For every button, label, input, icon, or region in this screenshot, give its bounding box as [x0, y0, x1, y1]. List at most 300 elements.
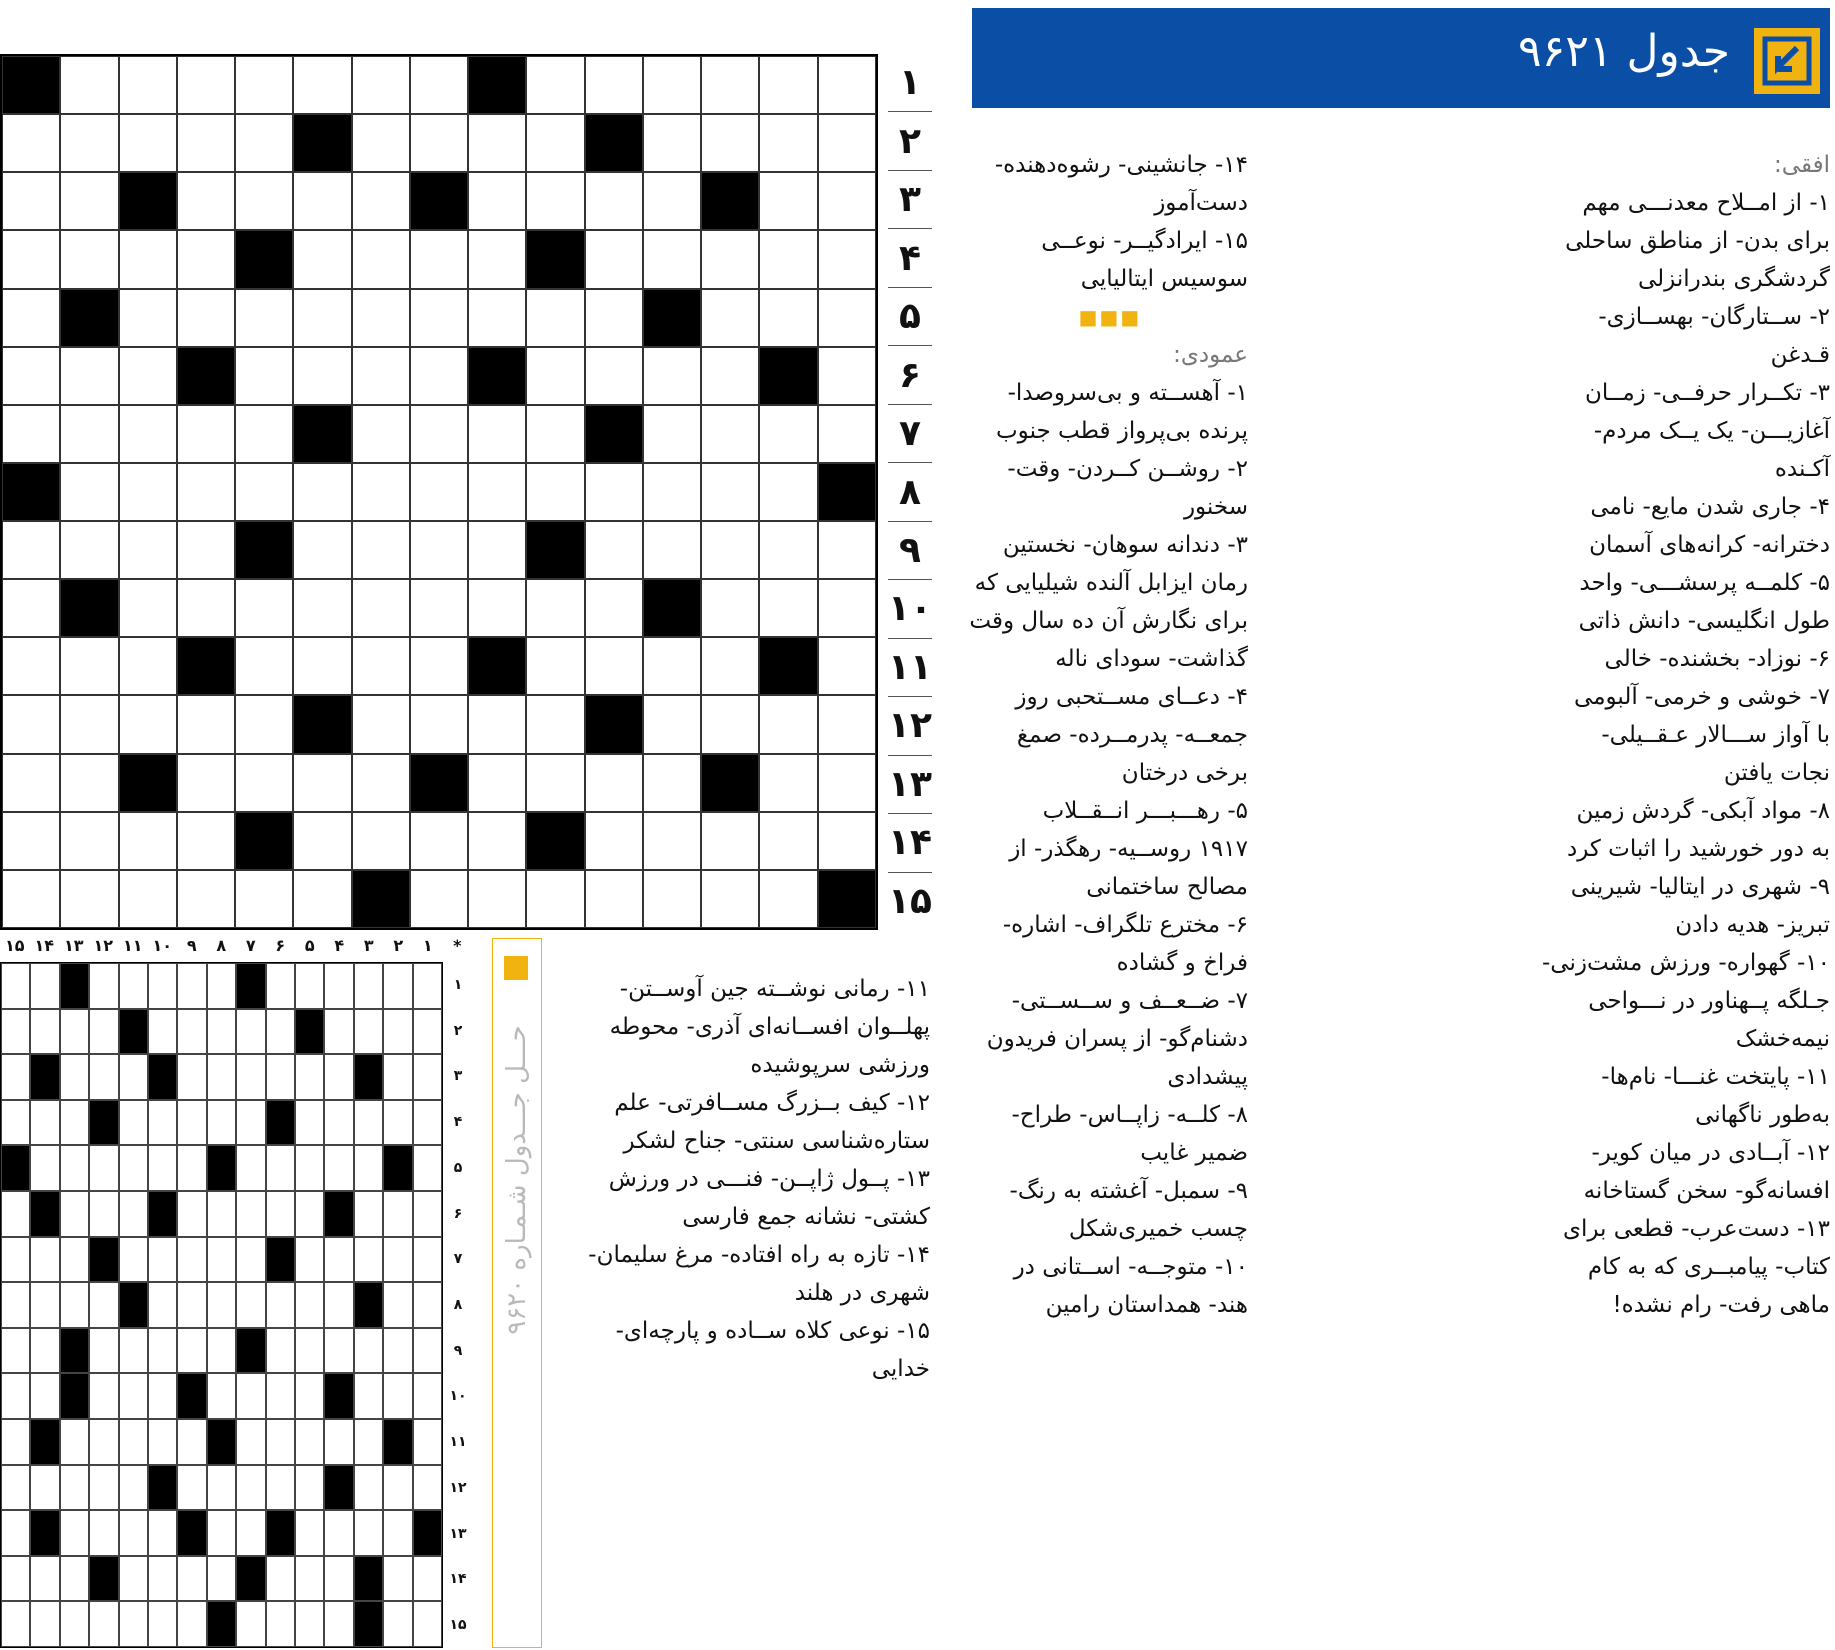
solution-cell — [266, 1419, 295, 1465]
grid-cell — [818, 289, 876, 347]
solution-cell — [295, 1373, 324, 1419]
solution-cell — [354, 1328, 383, 1374]
row-number: ۱۴ — [888, 814, 932, 872]
solution-cell — [207, 1328, 236, 1374]
solution-cell — [177, 1100, 206, 1146]
clue-line: چسب خمیری‌شکل — [1068, 1216, 1248, 1242]
grid-cell — [60, 114, 118, 172]
grid-cell — [759, 812, 817, 870]
clue-line: ۳- دندانه سوهان- نخستین — [1002, 532, 1248, 558]
grid-cell — [293, 289, 351, 347]
grid-cell — [293, 172, 351, 230]
row-number: ۱۲ — [888, 697, 932, 755]
grid-cell — [468, 405, 526, 463]
clue-line: پرنده بی‌پرواز قطب جنوب — [996, 418, 1248, 444]
grid-cell — [352, 579, 410, 637]
solution-cell — [177, 1191, 206, 1237]
solution-cell — [324, 1100, 353, 1146]
row-number: ۵ — [888, 288, 932, 346]
solution-cell — [30, 1419, 59, 1465]
clue-line: طول انگلیسی- دانش ذاتی — [1578, 608, 1830, 634]
grid-cell — [60, 579, 118, 637]
grid-cell — [60, 463, 118, 521]
row-number: ۱۵ — [888, 880, 932, 922]
solution-cell — [89, 1054, 118, 1100]
clue-line: ۹- سمبل- آغشته به رنگ- — [1009, 1178, 1248, 1204]
row-number: ۱۰ — [888, 580, 932, 638]
grid-cell — [235, 579, 293, 637]
grid-cell — [235, 172, 293, 230]
grid-cell — [701, 114, 759, 172]
solution-cell — [383, 1282, 412, 1328]
solution-cell — [30, 1054, 59, 1100]
row-number: ۱۳ — [888, 756, 932, 814]
grid-cell — [643, 579, 701, 637]
grid-cell — [293, 56, 351, 114]
solution-column-number: ۱۴ — [34, 936, 55, 955]
solution-cell — [119, 1465, 148, 1511]
grid-cell — [585, 521, 643, 579]
grid-cell — [759, 114, 817, 172]
solution-cell — [413, 1556, 442, 1602]
grid-cell — [2, 870, 60, 928]
grid-cell — [352, 754, 410, 812]
solution-cell — [383, 963, 412, 1009]
grid-cell — [585, 754, 643, 812]
grid-cell — [468, 463, 526, 521]
solution-cell — [236, 1054, 265, 1100]
row-number: ۳ — [888, 171, 932, 229]
clue-line: کتاب- پیامبــری که به کام — [1587, 1254, 1830, 1280]
clue-line: افسانه‌گو- سخن گستاخانه — [1583, 1178, 1830, 1204]
solution-cell — [324, 1237, 353, 1283]
solution-cell — [295, 1556, 324, 1602]
grid-cell — [2, 637, 60, 695]
solution-cell — [89, 1282, 118, 1328]
solution-cell — [60, 1282, 89, 1328]
solution-cell — [207, 1100, 236, 1146]
solution-cell — [119, 1054, 148, 1100]
grid-cell — [293, 812, 351, 870]
grid-cell — [293, 695, 351, 753]
clue-line: ۱۱- پایتخت غنـــا- نام‌ها- — [1601, 1064, 1830, 1090]
grid-cell — [643, 114, 701, 172]
solution-cell — [177, 1282, 206, 1328]
solution-cell — [148, 1465, 177, 1511]
grid-cell — [759, 870, 817, 928]
clue-line: برای نگارش آن ده سال وقت — [969, 608, 1248, 634]
solution-cell — [30, 963, 59, 1009]
grid-cell — [759, 172, 817, 230]
solution-cell — [324, 1282, 353, 1328]
solution-cell — [354, 1100, 383, 1146]
solution-cell — [207, 963, 236, 1009]
solution-cell — [413, 1465, 442, 1511]
solution-cell — [119, 1191, 148, 1237]
grid-cell — [759, 347, 817, 405]
solution-cell — [383, 1601, 412, 1647]
clue-line: ۷- ضــعــف و ســســتی- — [1011, 988, 1248, 1014]
grid-cell — [352, 870, 410, 928]
grid-cell — [585, 289, 643, 347]
solution-cell — [60, 1601, 89, 1647]
solution-cell — [148, 1237, 177, 1283]
solution-cell — [236, 1328, 265, 1374]
solution-cell — [413, 963, 442, 1009]
clue-line: آکـنده — [1774, 456, 1830, 482]
clue-line: ۵- کلمــه پرسشـــی- واحد — [1579, 570, 1830, 596]
grid-cell — [468, 289, 526, 347]
solution-cell — [266, 1191, 295, 1237]
solution-cell — [266, 1601, 295, 1647]
solution-cell — [266, 1100, 295, 1146]
grid-cell — [526, 637, 584, 695]
grid-cell — [468, 114, 526, 172]
grid-cell — [526, 114, 584, 172]
solution-column-number: ۱۳ — [63, 936, 84, 955]
grid-cell — [526, 230, 584, 288]
grid-cell — [468, 230, 526, 288]
grid-cell — [818, 114, 876, 172]
solution-column-number: ۷ — [245, 936, 256, 955]
solution-cell — [1, 1282, 30, 1328]
grid-cell — [2, 230, 60, 288]
solution-cell — [89, 1601, 118, 1647]
grid-cell — [235, 812, 293, 870]
clue-line: ماهی رفت- رام نشده! — [1612, 1292, 1830, 1318]
solution-cell — [413, 1373, 442, 1419]
solution-cell — [60, 1054, 89, 1100]
solution-cell — [89, 963, 118, 1009]
solution-logo-icon — [504, 956, 528, 980]
grid-cell — [643, 230, 701, 288]
solution-cell — [266, 1009, 295, 1055]
solution-column-number: ۱ — [422, 936, 433, 955]
solution-cell — [207, 1601, 236, 1647]
clue-line: پیشدادی — [1167, 1064, 1248, 1090]
grid-cell — [119, 56, 177, 114]
solution-row-number: ۶ — [453, 1205, 463, 1222]
grid-cell — [759, 405, 817, 463]
grid-cell — [468, 870, 526, 928]
solution-cell — [148, 1556, 177, 1602]
solution-column-number: ۶ — [275, 936, 286, 955]
solution-cell — [266, 1556, 295, 1602]
grid-cell — [643, 695, 701, 753]
solution-cell — [1, 1373, 30, 1419]
grid-cell — [293, 521, 351, 579]
grid-cell — [235, 230, 293, 288]
grid-cell — [177, 405, 235, 463]
solution-column-number: ۱۵ — [4, 936, 25, 955]
clue-line: ۱۳- پــول ژاپــن- فنـــی در ورزش — [608, 1166, 930, 1192]
grid-cell — [526, 754, 584, 812]
solution-cell — [177, 1556, 206, 1602]
grid-cell — [643, 172, 701, 230]
grid-cell — [818, 230, 876, 288]
solution-cell — [148, 963, 177, 1009]
grid-cell — [585, 56, 643, 114]
grid-cell — [818, 579, 876, 637]
grid-cell — [235, 463, 293, 521]
solution-cell — [89, 1191, 118, 1237]
solution-cell — [177, 1465, 206, 1511]
clue-line: خدایی — [871, 1356, 930, 1382]
solution-row-number: ۷ — [453, 1251, 463, 1268]
solution-cell — [119, 1282, 148, 1328]
grid-cell — [701, 812, 759, 870]
solution-cell — [30, 1465, 59, 1511]
grid-cell — [293, 754, 351, 812]
page-title: جدول ۹۶۲۱ — [1517, 26, 1730, 77]
grid-cell — [60, 172, 118, 230]
grid-cell — [177, 812, 235, 870]
solution-cell — [236, 1556, 265, 1602]
solution-cell — [148, 1282, 177, 1328]
solution-cell — [30, 1100, 59, 1146]
solution-cell — [383, 1419, 412, 1465]
grid-cell — [410, 463, 468, 521]
clue-line: برای بدن- از مناطق ساحلی — [1565, 228, 1830, 254]
grid-cell — [60, 521, 118, 579]
clue-line: قـدغن — [1770, 342, 1830, 368]
grid-cell — [701, 579, 759, 637]
solution-cell — [60, 1009, 89, 1055]
grid-cell — [818, 637, 876, 695]
clue-line: ضمیر غایب — [1140, 1140, 1248, 1166]
solution-cell — [324, 1601, 353, 1647]
clue-line: گردشگری بندرانزلی — [1637, 266, 1830, 292]
solution-cell — [89, 1373, 118, 1419]
grid-cell — [2, 579, 60, 637]
grid-cell — [410, 637, 468, 695]
solution-cell — [1, 1510, 30, 1556]
solution-column-number: ۱۱ — [122, 936, 143, 955]
grid-cell — [119, 637, 177, 695]
grid-cell — [177, 521, 235, 579]
grid-cell — [293, 347, 351, 405]
solution-cell — [119, 1556, 148, 1602]
clues-horizontal — [1292, 146, 1830, 1324]
grid-cell — [119, 172, 177, 230]
grid-cell — [119, 870, 177, 928]
grid-cell — [410, 230, 468, 288]
solution-cell — [266, 1328, 295, 1374]
clue-line: شهری در هلند — [794, 1280, 930, 1306]
clue-line: ۴- دعــای مســتحبی روز — [1015, 684, 1248, 710]
solution-cell — [119, 1145, 148, 1191]
solution-cell — [60, 1100, 89, 1146]
clue-line: فراخ و گشاده — [1116, 950, 1248, 976]
solution-cell — [207, 1373, 236, 1419]
grid-cell — [177, 637, 235, 695]
solution-cell — [236, 1009, 265, 1055]
grid-cell — [585, 812, 643, 870]
grid-cell — [526, 172, 584, 230]
grid-cell — [119, 754, 177, 812]
clue-line: ۱۳- دست‌عرب- قطعی برای — [1562, 1216, 1830, 1242]
grid-cell — [177, 289, 235, 347]
clues-horizontal-continued — [560, 970, 930, 1388]
solution-cell — [236, 1373, 265, 1419]
grid-cell — [410, 114, 468, 172]
solution-cell — [324, 963, 353, 1009]
clue-line: گذاشت- سودای ناله — [1055, 646, 1248, 672]
solution-cell — [119, 1510, 148, 1556]
grid-cell — [585, 405, 643, 463]
solution-cell — [295, 1191, 324, 1237]
grid-cell — [235, 347, 293, 405]
solution-cell — [295, 1328, 324, 1374]
solution-cell — [60, 1373, 89, 1419]
solution-cell — [324, 1009, 353, 1055]
grid-cell — [410, 56, 468, 114]
solution-cell — [207, 1282, 236, 1328]
solution-cell — [30, 1373, 59, 1419]
solution-cell — [354, 1419, 383, 1465]
solution-cell — [383, 1556, 412, 1602]
solution-cell — [413, 1191, 442, 1237]
grid-cell — [293, 230, 351, 288]
grid-cell — [235, 56, 293, 114]
solution-cell — [1, 1465, 30, 1511]
grid-cell — [2, 172, 60, 230]
solution-cell — [119, 1237, 148, 1283]
solution-cell — [266, 1145, 295, 1191]
grid-cell — [585, 114, 643, 172]
grid-cell — [818, 463, 876, 521]
solution-cell — [295, 1054, 324, 1100]
grid-cell — [526, 870, 584, 928]
solution-column-number: ۲ — [393, 936, 404, 955]
solution-row-number: ۱۵ — [449, 1617, 467, 1634]
grid-cell — [2, 114, 60, 172]
grid-cell — [585, 172, 643, 230]
grid-cell — [818, 347, 876, 405]
grid-cell — [293, 405, 351, 463]
solution-cell — [354, 1465, 383, 1511]
clue-line: ۱- از امــلاح معدنـــی مهم — [1582, 190, 1830, 216]
solution-cell — [413, 1419, 442, 1465]
grid-cell — [293, 870, 351, 928]
solution-cell — [266, 1465, 295, 1511]
grid-cell — [759, 289, 817, 347]
solution-column-number: ۴ — [334, 936, 345, 955]
solution-row-numbers — [443, 962, 473, 1648]
clue-line: پهلــوان افســانه‌ای آذری- محوطه — [609, 1014, 930, 1040]
solution-cell — [324, 1419, 353, 1465]
solution-cell — [148, 1145, 177, 1191]
grid-cell — [177, 230, 235, 288]
clue-line: ۴- جاری شدن مایع- نامی — [1590, 494, 1830, 520]
grid-cell — [818, 405, 876, 463]
solution-cell — [413, 1009, 442, 1055]
grid-cell — [643, 405, 701, 463]
clue-line: ۸- مواد آبکی- گردش زمین — [1576, 798, 1830, 824]
solution-row-number: ۱۲ — [449, 1479, 467, 1496]
solution-cell — [148, 1328, 177, 1374]
grid-cell — [468, 521, 526, 579]
clue-line: ۹- شهری در ایتالیا- شیرینی — [1570, 874, 1830, 900]
solution-cell — [89, 1556, 118, 1602]
solution-cell — [89, 1009, 118, 1055]
grid-cell — [119, 812, 177, 870]
solution-cell — [1, 1054, 30, 1100]
clue-line: ۱۵- نوعی کلاه ســاده و پارچه‌ای- — [615, 1318, 930, 1344]
solution-cell — [60, 1465, 89, 1511]
solution-cell — [119, 1009, 148, 1055]
solution-cell — [60, 1510, 89, 1556]
grid-cell — [410, 405, 468, 463]
solution-cell — [148, 1191, 177, 1237]
solution-cell — [207, 1465, 236, 1511]
solution-cell — [324, 1328, 353, 1374]
grid-cell — [643, 870, 701, 928]
solution-cell — [177, 1009, 206, 1055]
solution-cell — [148, 1054, 177, 1100]
solution-row-number: ۲ — [453, 1022, 463, 1039]
grid-cell — [643, 289, 701, 347]
solution-cell — [177, 1328, 206, 1374]
solution-row-number: ۹ — [453, 1342, 463, 1359]
solution-cell — [383, 1100, 412, 1146]
clue-line: ستاره‌شناسی سنتی- جناح لشکر — [623, 1128, 930, 1154]
grid-cell — [235, 695, 293, 753]
solution-row-number: ۱۴ — [449, 1571, 467, 1588]
solution-cell — [354, 1601, 383, 1647]
grid-cell — [177, 754, 235, 812]
clue-line: ۱۴- تازه به راه افتاده- مرغ سلیمان- — [588, 1242, 930, 1268]
grid-cell — [119, 347, 177, 405]
grid-cell — [643, 463, 701, 521]
solution-cell — [1, 1419, 30, 1465]
solution-cell — [324, 1054, 353, 1100]
solution-cell — [236, 1510, 265, 1556]
solution-cell — [148, 1601, 177, 1647]
grid-cell — [759, 754, 817, 812]
solution-cell — [324, 1465, 353, 1511]
solution-row-number: ۱۳ — [449, 1525, 467, 1542]
solution-cell — [207, 1191, 236, 1237]
solution-cell — [207, 1510, 236, 1556]
grid-cell — [526, 463, 584, 521]
grid-cell — [468, 812, 526, 870]
grid-cell — [352, 56, 410, 114]
grid-cell — [410, 579, 468, 637]
row-number: ۴ — [888, 229, 932, 287]
solution-cell — [177, 1373, 206, 1419]
solution-cell — [413, 1145, 442, 1191]
clue-line: ۵- رهـــبـــر انــقــلاب — [1042, 798, 1248, 824]
grid-cell — [468, 172, 526, 230]
solution-cell — [60, 1556, 89, 1602]
grid-cell — [235, 870, 293, 928]
solution-cell — [30, 1145, 59, 1191]
solution-cell — [413, 1282, 442, 1328]
grid-cell — [410, 812, 468, 870]
solution-column-number: ۱۲ — [93, 936, 114, 955]
grid-cell — [352, 405, 410, 463]
solution-cell — [266, 1373, 295, 1419]
solution-cell — [413, 1510, 442, 1556]
grid-cell — [701, 637, 759, 695]
solution-cell — [324, 1145, 353, 1191]
grid-cell — [585, 637, 643, 695]
solution-cell — [177, 963, 206, 1009]
solution-cell — [207, 1145, 236, 1191]
solution-cell — [354, 1510, 383, 1556]
grid-cell — [119, 405, 177, 463]
